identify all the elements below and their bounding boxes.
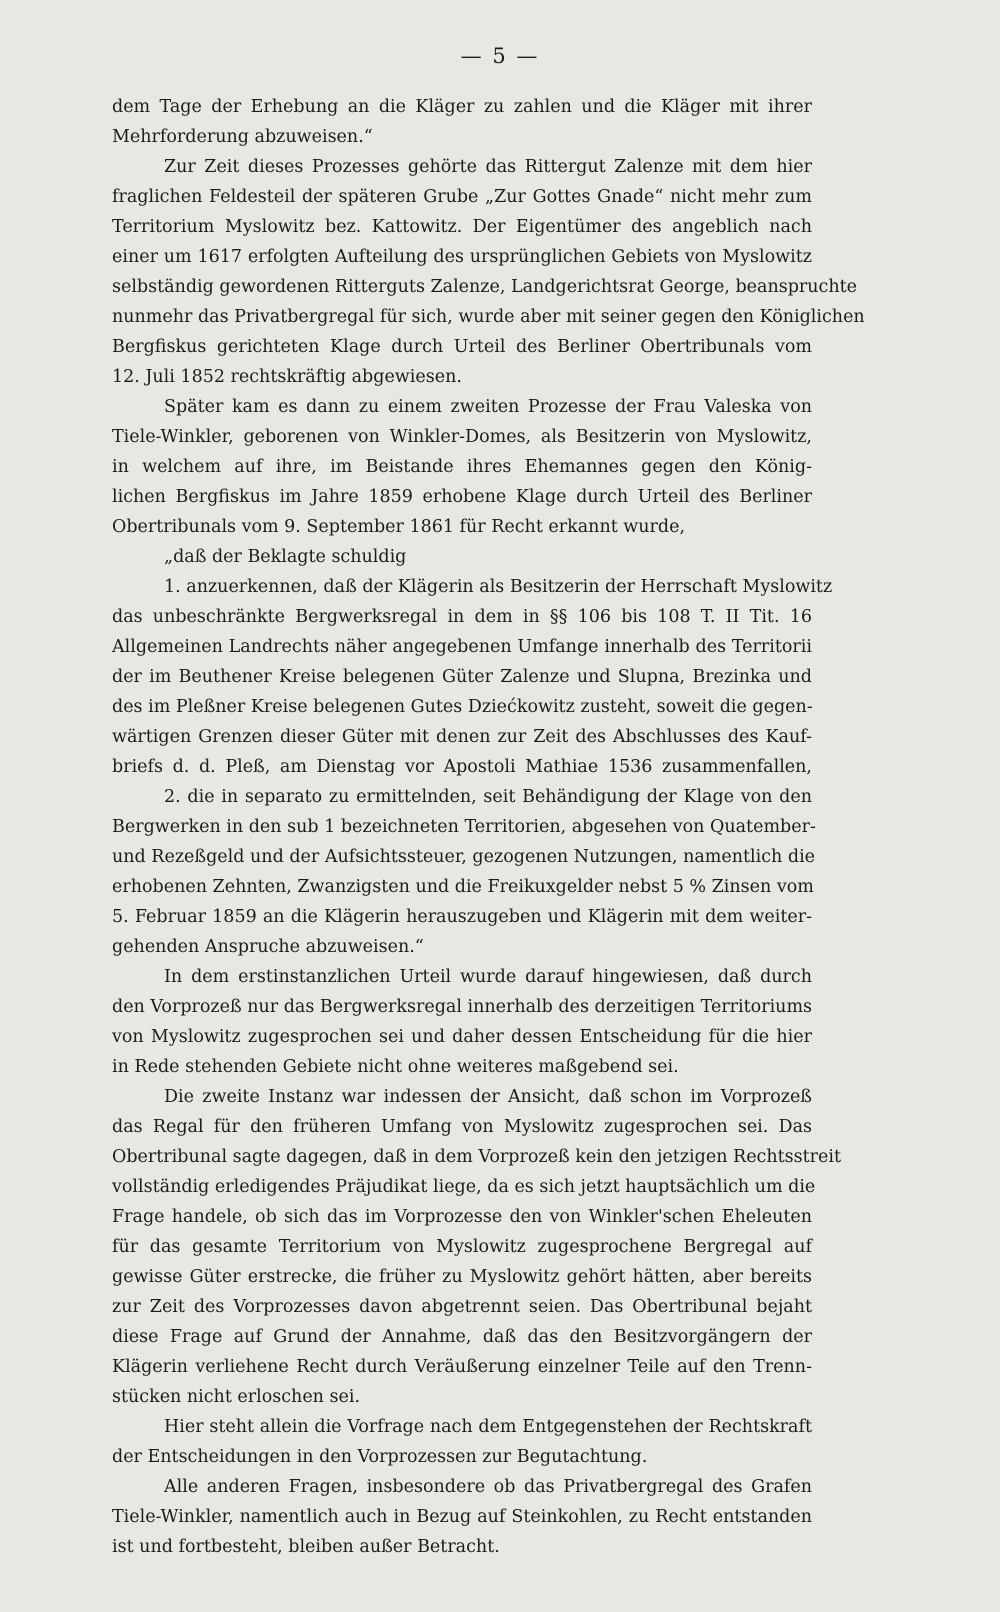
text-line: Tiele-Winkler, geborenen von Winkler-Domes, als Besitzerin von Myslowitz, <box>112 427 812 447</box>
text-line: briefs d. d. Pleß, am Dienstag vor Apostoli Mathiae 1536 zusammenfallen, <box>112 757 812 777</box>
text-line: Die zweite Instanz war indessen der Ansicht, daß schon im Vorprozeß <box>164 1087 812 1107</box>
text-line: diese Frage auf Grund der Annahme, daß das den Besitzvorgängern der <box>112 1327 812 1347</box>
text-line: für das gesamte Territorium von Myslowitz zugesprochene Bergregal auf <box>112 1237 812 1257</box>
text-line: von Myslowitz zugesprochen sei und daher dessen Entscheidung für die hier <box>112 1027 812 1047</box>
text-line: erhobenen Zehnten, Zwanzigsten und die Freikuxgelder nebst 5 % Zinsen vom <box>112 877 814 897</box>
text-line: Alle anderen Fragen, insbesondere ob das Privatbergregal des Grafen <box>164 1477 812 1497</box>
text-line: vollständig erledigendes Präjudikat liege, da es sich jetzt hauptsächlich um die <box>112 1177 816 1197</box>
text-line: „daß der Beklagte schuldig <box>164 547 407 567</box>
text-line: Bergfiskus gerichteten Klage durch Urteil des Berliner Obertribunals vom <box>112 337 812 357</box>
text-line: In dem erstinstanzlichen Urteil wurde darauf hingewiesen, daß durch <box>164 967 812 987</box>
text-line: Obertribunals vom 9. September 1861 für Recht erkannt wurde, <box>112 517 686 537</box>
text-line: wärtigen Grenzen dieser Güter mit denen zur Zeit des Abschlusses des Kauf- <box>112 727 812 747</box>
text-line: und Rezeßgeld und der Aufsichtssteuer, gezogenen Nutzungen, namentlich die <box>112 847 816 867</box>
text-line: das unbeschränkte Bergwerksregal in dem in §§ 106 bis 108 T. II Tit. 16 <box>112 607 812 627</box>
page-number: — 5 — <box>460 44 540 68</box>
text-line: des im Pleßner Kreise belegenen Gutes Dziećkowitz zusteht, soweit die gegen- <box>112 697 813 717</box>
text-line: 5. Februar 1859 an die Klägerin herauszugeben und Klägerin mit dem weiter- <box>112 907 812 927</box>
text-line: Allgemeinen Landrechts näher angegebenen Umfange innerhalb des Territorii <box>112 637 812 657</box>
text-line: Frage handele, ob sich das im Vorprozesse den von Winkler'schen Eheleuten <box>112 1207 812 1227</box>
body-text <box>112 92 865 1562</box>
text-line: der Entscheidungen in den Vorprozessen zur Begutachtung. <box>112 1447 648 1467</box>
text-line: Später kam es dann zu einem zweiten Prozesse der Frau Valeska von <box>164 397 812 417</box>
text-line: Hier steht allein die Vorfrage nach dem Entgegenstehen der Rechtskraft <box>164 1417 812 1437</box>
text-line: dem Tage der Erhebung an die Kläger zu zahlen und die Kläger mit ihrer <box>112 97 812 117</box>
text-line: den Vorprozeß nur das Bergwerksregal innerhalb des derzeitigen Territoriums <box>112 997 813 1017</box>
text-line: lichen Bergfiskus im Jahre 1859 erhobene Klage durch Urteil des Berliner <box>112 487 812 507</box>
text-line: der im Beuthener Kreise belegenen Güter Zalenze und Slupna, Brezinka und <box>112 667 812 687</box>
text-line: stücken nicht erloschen sei. <box>112 1387 361 1407</box>
text-line: einer um 1617 erfolgten Aufteilung des ursprünglichen Gebiets von Myslowitz <box>112 247 812 267</box>
text-line: Obertribunal sagte dagegen, daß in dem Vorprozeß kein den jetzigen Rechtsstreit <box>112 1147 842 1167</box>
text-line: Territorium Myslowitz bez. Kattowitz. Der Eigentümer des angeblich nach <box>112 217 812 237</box>
text-line: Klägerin verliehene Recht durch Veräußerung einzelner Teile auf den Trenn- <box>112 1357 812 1377</box>
text-line: Mehrforderung abzuweisen.“ <box>112 127 373 147</box>
text-line: fraglichen Feldesteil der späteren Grube „Zur Gottes Gnade“ nicht mehr zum <box>112 187 812 207</box>
text-line: selbständig gewordenen Ritterguts Zalenze, Landgerichtsrat George, beanspruchte <box>112 277 857 297</box>
text-line: 12. Juli 1852 rechtskräftig abgewiesen. <box>112 367 462 387</box>
text-line: 1. anzuerkennen, daß der Klägerin als Besitzerin der Herrschaft Myslowitz <box>164 577 833 597</box>
text-line: zur Zeit des Vorprozesses davon abgetrennt seien. Das Obertribunal bejaht <box>112 1297 812 1317</box>
text-line: gehenden Anspruche abzuweisen.“ <box>112 937 424 957</box>
text-line: Bergwerken in den sub 1 bezeichneten Territorien, abgesehen von Quatember- <box>112 817 816 837</box>
text-line: nunmehr das Privatbergregal für sich, wurde aber mit seiner gegen den Königlichen <box>112 307 865 327</box>
text-line: in welchem auf ihre, im Beistande ihres Ehemannes gegen den König- <box>112 457 812 477</box>
text-line: in Rede stehenden Gebiete nicht ohne weiteres maßgebend sei. <box>112 1057 679 1077</box>
text-line: gewisse Güter erstrecke, die früher zu Myslowitz gehört hätten, aber bereits <box>112 1267 812 1287</box>
text-line: das Regal für den früheren Umfang von Myslowitz zugesprochen sei. Das <box>112 1117 812 1137</box>
text-line: 2. die in separato zu ermittelnden, seit Behändigung der Klage von den <box>164 787 812 807</box>
text-line: Tiele-Winkler, namentlich auch in Bezug auf Steinkohlen, zu Recht entstanden <box>112 1507 812 1527</box>
text-line: ist und fortbesteht, bleiben außer Betracht. <box>112 1537 500 1557</box>
text-line: Zur Zeit dieses Prozesses gehörte das Rittergut Zalenze mit dem hier <box>164 157 812 177</box>
